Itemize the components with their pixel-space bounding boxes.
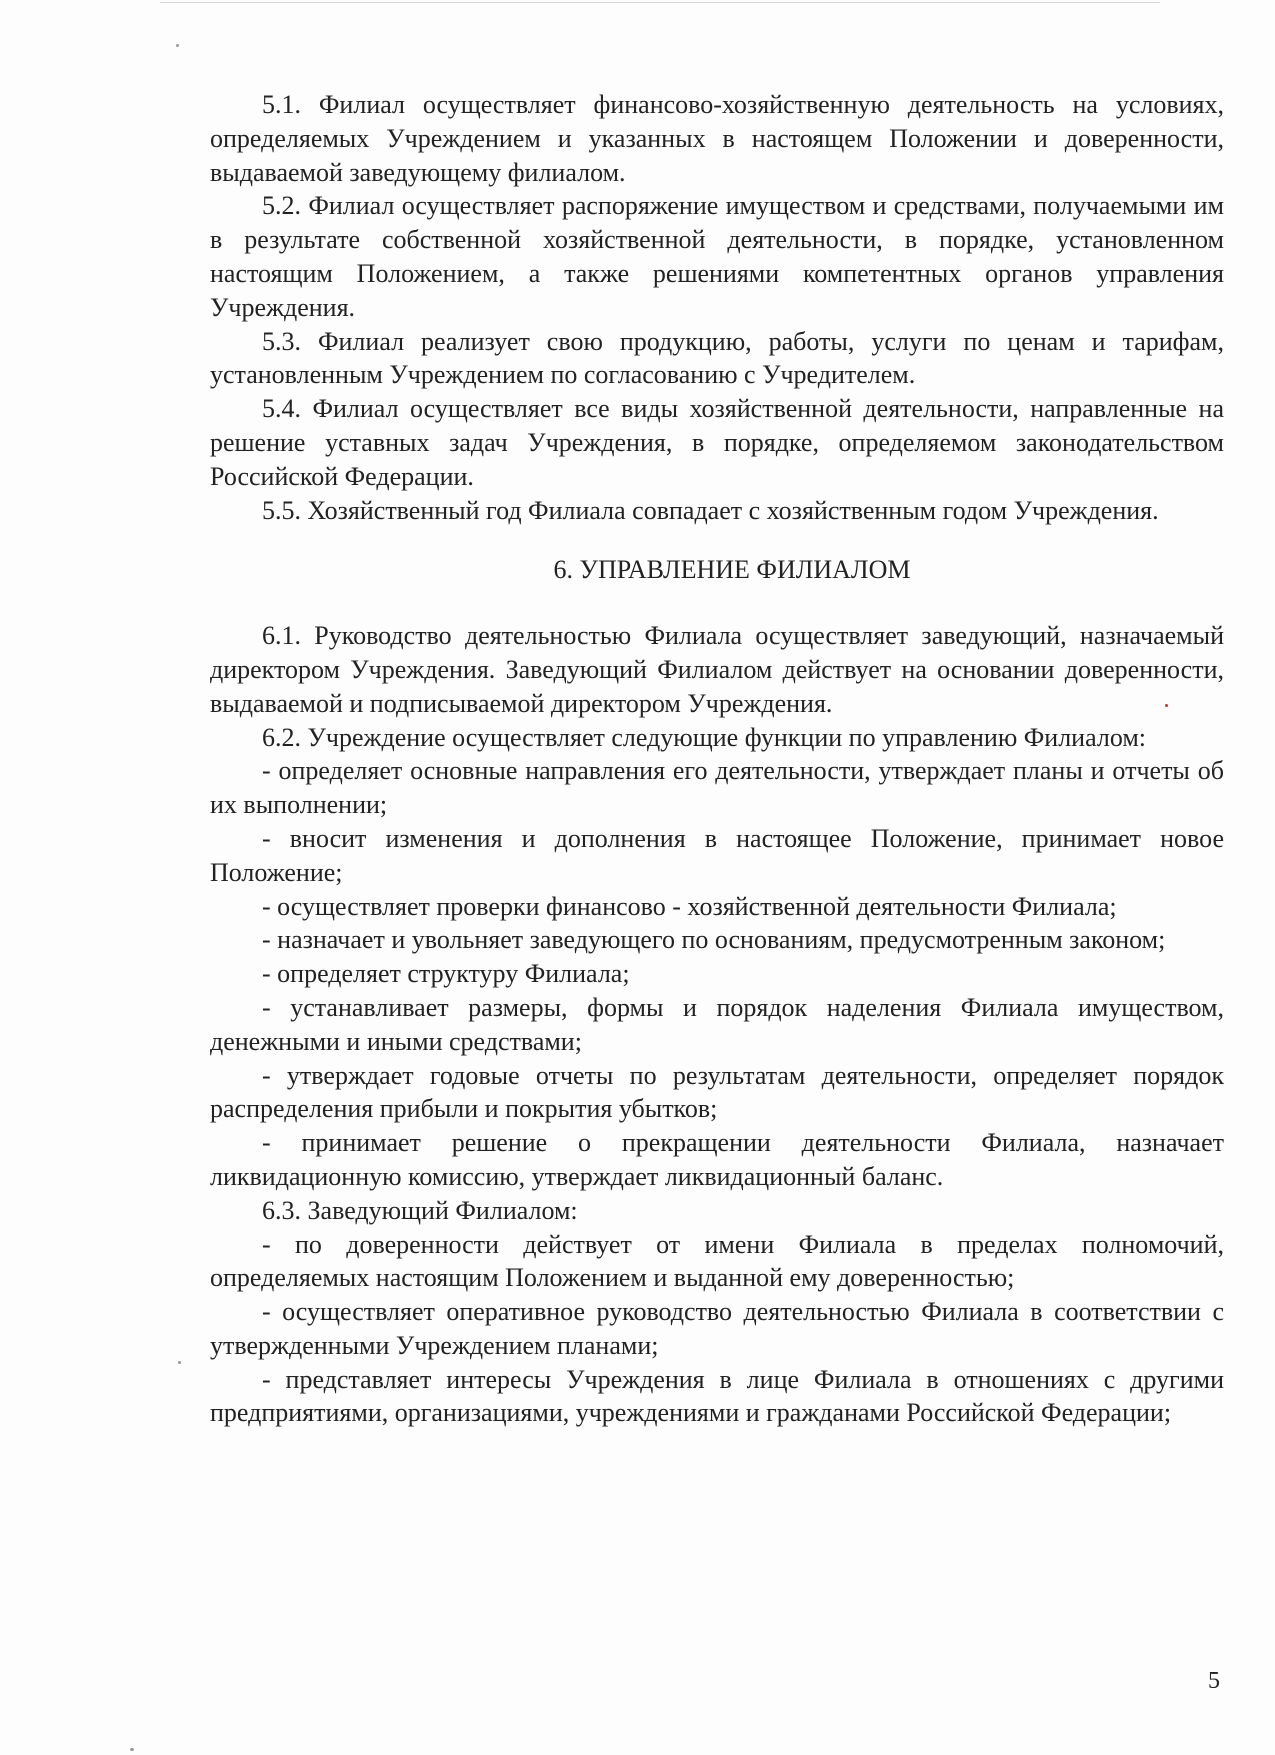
scan-speck xyxy=(176,44,179,47)
function-item: - вносит изменения и дополнения в настоящее Положение, принимает новое Положение; xyxy=(210,823,1224,887)
function-item: - определяет структуру Филиала; xyxy=(262,959,630,989)
function-item: - осуществляет проверки финансово - хозяйственной деятельности Филиала; xyxy=(262,891,1117,921)
function-item: - устанавливает размеры, формы и порядок наделения Филиала имуществом, денежными и иными средствами; xyxy=(210,992,1224,1056)
manager-duty-item: - по доверенности действует от имени Филиала в пределах полномочий, определяемых настоящим Положением и выданной ему доверенностью; xyxy=(210,1229,1224,1293)
paragraph-5-2: 5.2. Филиал осуществляет распоряжение имуществом и средствами, получаемыми им в результате собственной хозяйственной деятельности, в порядке, установленном настоящим Положением, а также решениями компетентных органов управления Учреждения. xyxy=(210,191,1224,322)
paragraph-6-2: 6.2. Учреждение осуществляет следующие функции по управлению Филиалом: xyxy=(262,722,1147,752)
document-body xyxy=(210,88,1224,1430)
paragraph-6-3: 6.3. Заведующий Филиалом: xyxy=(262,1195,578,1225)
paragraph-5-3: 5.3. Филиал реализует свою продукцию, работы, услуги по ценам и тарифам, установленным Учреждением по согласованию с Учредителем. xyxy=(210,326,1224,390)
function-item: - определяет основные направления его деятельности, утверждает планы и отчеты об их выполнении; xyxy=(210,756,1224,820)
page-number: 5 xyxy=(1208,1668,1220,1694)
paragraph-5-1: 5.1. Филиал осуществляет финансово-хозяйственную деятельность на условиях, определяемых Учреждением и указанных в настоящем Положении и доверенности, выдаваемой заведующему филиалом. xyxy=(210,90,1224,187)
scan-speck xyxy=(1165,704,1168,707)
scan-edge-line xyxy=(160,2,1160,3)
paragraph-5-5: 5.5. Хозяйственный год Филиала совпадает с хозяйственным годом Учреждения. xyxy=(262,495,1159,525)
function-item: - утверждает годовые отчеты по результатам деятельности, определяет порядок распределения прибыли и покрытия убытков; xyxy=(210,1060,1224,1124)
section-6-heading: 6. УПРАВЛЕНИЕ ФИЛИАЛОМ xyxy=(553,555,911,585)
paragraph-6-1: 6.1. Руководство деятельностью Филиала осуществляет заведующий, назначаемый директором Учреждения. Заведующий Филиалом действует на основании доверенности, выдаваемой и подписываемой директором Учреждения. xyxy=(210,621,1224,718)
paragraph-5-4: 5.4. Филиал осуществляет все виды хозяйственной деятельности, направленные на решение уставных задач Учреждения, в порядке, определяемом законодательством Российской Федерации. xyxy=(210,394,1224,491)
function-item: - назначает и увольняет заведующего по основаниям, предусмотренным законом; xyxy=(262,925,1166,955)
function-item: - принимает решение о прекращении деятельности Филиала, назначает ликвидационную комиссию, утверждает ликвидационный баланс. xyxy=(210,1128,1224,1191)
manager-duty-item: - представляет интересы Учреждения в лице Филиала в отношениях с другими предприятиями, организациями, учреждениями и гражданами Российской Федерации; xyxy=(210,1364,1224,1428)
scan-speck xyxy=(178,1361,181,1364)
scan-speck xyxy=(130,1748,134,1751)
manager-duty-item: - осуществляет оперативное руководство деятельностью Филиала в соответствии с утвержденными Учреждением планами; xyxy=(210,1297,1224,1360)
